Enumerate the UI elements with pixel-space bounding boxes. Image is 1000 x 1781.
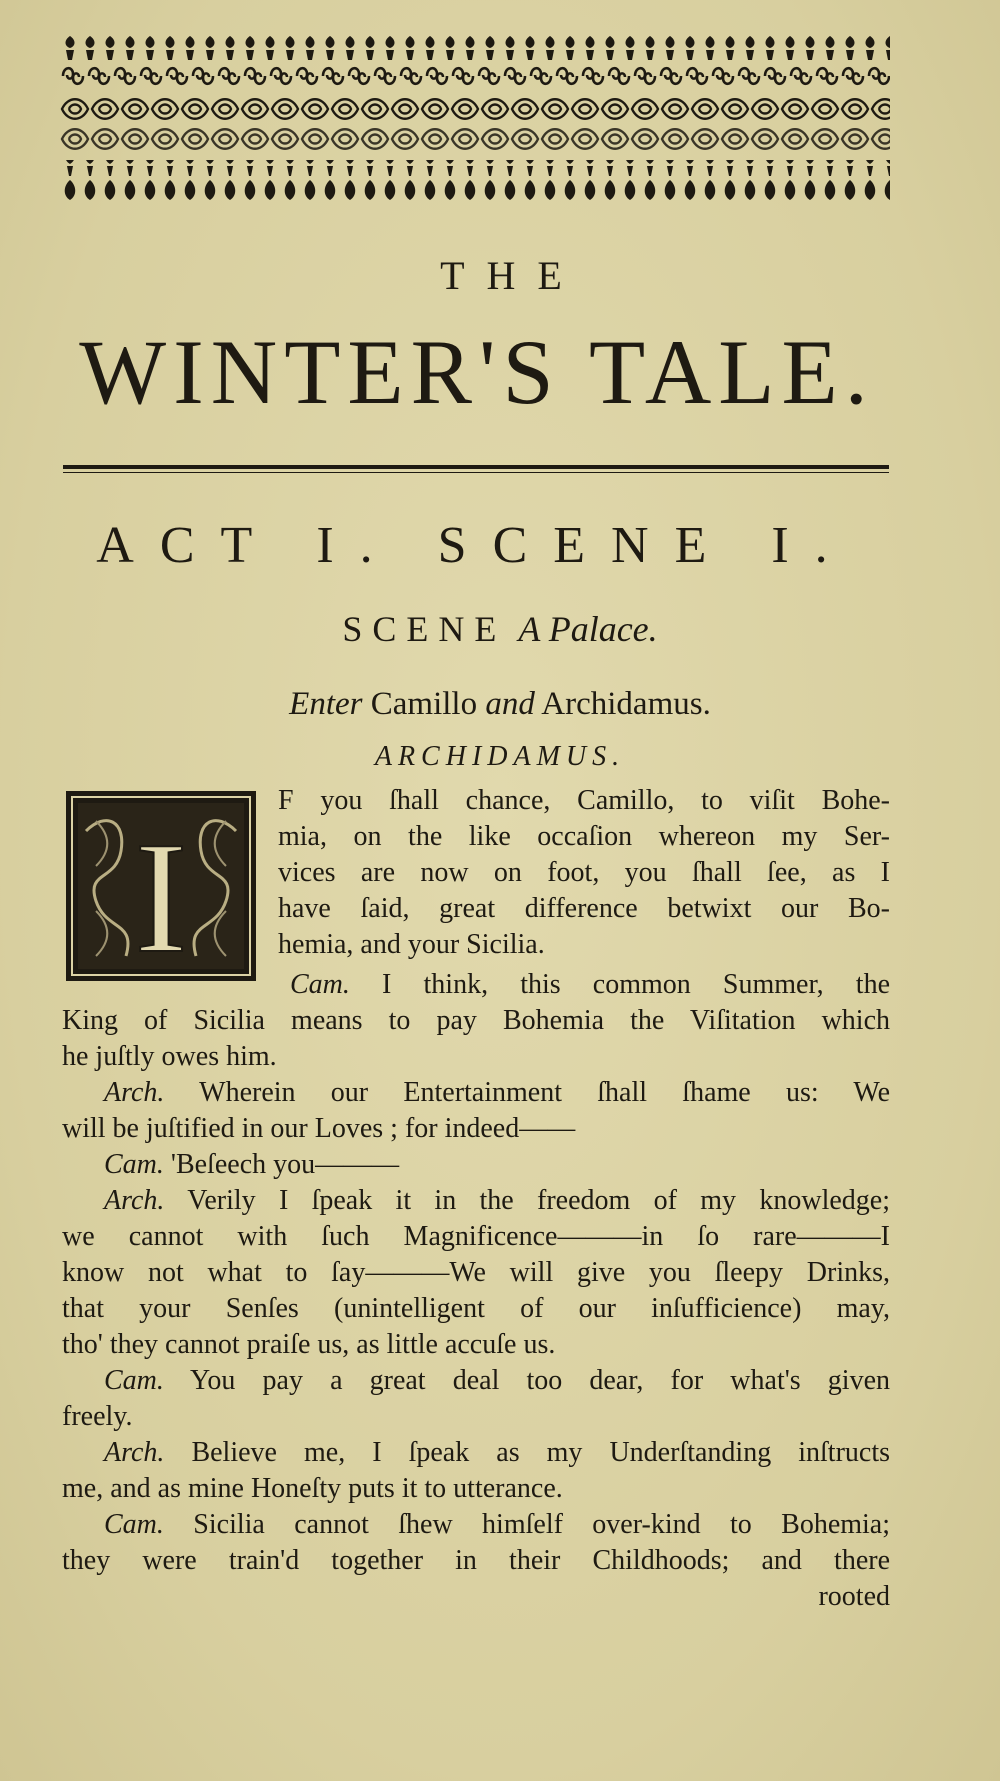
play-title: WINTER'S TALE. [79,321,875,423]
dropcap-initial [66,791,256,981]
opening-line: F you ſhall chance, Camillo, to viſit Bohe- [278,785,890,816]
title-rule-thin [63,472,889,473]
speaker-tag: Arch. [104,1185,165,1216]
dialogue [62,967,890,1615]
speaker-tag: Cam. [104,1149,164,1180]
speech-line-first: Cam. You pay a great deal too dear, for what's given [104,1365,890,1396]
opening-line: mia, on the like occaſion whereon my Ser- [278,821,890,852]
opening-line: hemia, and your Sicilia. [278,929,545,960]
catchword: rooted [818,1581,890,1612]
character-archidamus: Archidamus. [541,686,711,722]
character-camillo: Camillo [370,686,478,722]
act-heading: ACT I. SCENE I. [96,517,854,574]
speech-line: tho' they cannot praiſe us, as little accuſe us. [62,1329,556,1360]
scene-place: A Palace. [518,609,658,649]
stage-direction [0,686,1000,723]
speech-line: they were train'd together in their Childhoods; and there [62,1545,890,1576]
speech-line: me, and as mine Honeſty puts it to utterance. [62,1473,563,1504]
speaker-tag: Arch. [104,1077,165,1108]
speech-line-first: Arch. Believe me, I ſpeak as my Underſtanding inſtructs [104,1437,891,1468]
speech-line-first: Cam. 'Beſeech you——— [104,1149,400,1180]
speech-line: will be juſtified in our Loves ; for indeed—— [62,1113,576,1144]
opening-line: vices are now on foot, you ſhall ſee, as I [278,857,890,888]
speaker-tag: Cam. [104,1509,164,1540]
enter-word: Enter [289,686,363,722]
speaker-tag: Cam. [104,1365,164,1396]
headpiece-ornament [60,34,890,202]
opening-speech [278,783,890,963]
scene-label: SCENE [342,609,507,649]
speech-line: we cannot with ſuch Magnificence———in ſo rare———I [62,1221,890,1252]
opening-line: have ſaid, great difference betwixt our Bo- [278,893,890,924]
title-article: THE [440,253,584,298]
dropcap-letter: I [134,808,188,981]
speech-line-first: Cam. Sicilia cannot ſhew himſelf over-kind to Bohemia; [104,1509,891,1540]
speech-line-first: Arch. Verily I ſpeak it in the freedom of my knowledge; [104,1185,890,1216]
speech-line: he juſtly owes him. [62,1041,277,1072]
speech-line-first: Cam. I think, this common Summer, the [290,969,891,1000]
speaker-tag: Cam. [290,969,350,1000]
scene-heading [0,608,1000,650]
speech-line: that your Senſes (unintelligent of our inſufficience) may, [62,1293,890,1324]
title-rule-thick [63,465,889,469]
speech-line-first: Arch. Wherein our Entertainment ſhall ſhame us: We [104,1077,891,1108]
speaker-tag: Arch. [104,1437,165,1468]
speech-line: freely. [62,1401,133,1432]
speech-line: know not what to ſay———We will give you ſleepy Drinks, [62,1257,890,1288]
speech-line: King of Sicilia means to pay Bohemia the Viſitation which [62,1005,890,1036]
and-word: and [485,686,535,722]
speaker-heading: ARCHIDAMUS. [374,741,626,772]
